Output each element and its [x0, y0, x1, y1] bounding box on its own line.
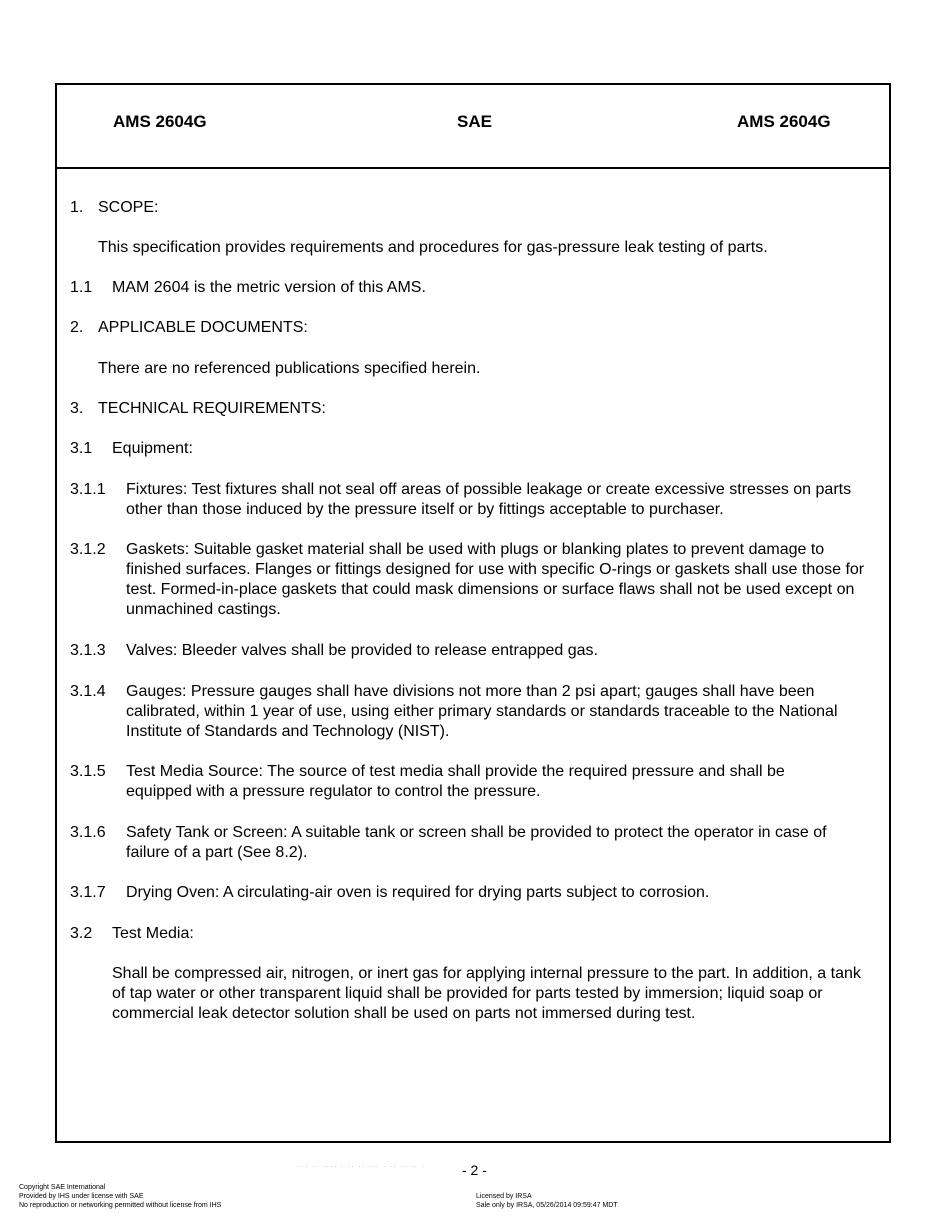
section-title-technical-requirements: TECHNICAL REQUIREMENTS:	[98, 400, 326, 417]
section-title-equipment: Equipment:	[112, 440, 193, 457]
section-body-test-media: Shall be compressed air, nitrogen, or inert gas for applying internal pressure to the part. In addition, a tank of tap water or other transparent liquid shall be provided for parts tested by immersion; liquid soap or commercial leak detector solution shall be used on parts not immersed during test.	[112, 965, 861, 1022]
section-text-valves: Valves: Bleeder valves shall be provided to release entrapped gas.	[126, 642, 598, 659]
section-number: 3.1.1	[70, 481, 106, 498]
section-text-gauges: Gauges: Pressure gauges shall have divisions not more than 2 psi apart; gauges shall have been calibrated, within 1 year of use, using either primary standards or standards traceable to the National Institute of Standards and Technology (NIST).	[126, 683, 838, 740]
section-number: 3.2	[70, 925, 93, 942]
section-body-scope: This specification provides requirements and procedures for gas-pressure leak testing of parts.	[98, 239, 768, 256]
section-text-test-media-source: Test Media Source: The source of test media shall provide the required pressure and shall be equipped with a pressure regulator to control the pressure.	[126, 763, 785, 800]
section-text-gaskets: Gaskets: Suitable gasket material shall be used with plugs or blanking plates to prevent damage to finished surfaces. Flanges or fittings designed for use with specific O-rings or gaskets shall use those for test. Formed-in-place gaskets that could mask dimensions or surface flaws shall not be used except on unmachined castings.	[126, 541, 865, 618]
section-text-fixtures: Fixtures: Test fixtures shall not seal off areas of possible leakage or create excessive stresses on parts other than those induced by the pressure itself or by fittings acceptable to purchaser.	[126, 481, 852, 518]
section-title-test-media: Test Media:	[112, 925, 194, 942]
section-title-applicable-documents: APPLICABLE DOCUMENTS:	[98, 319, 308, 336]
section-number: 1.	[70, 199, 84, 216]
footer-licensed-by: Licensed by IRSA	[476, 1193, 532, 1200]
section-number: 3.1.7	[70, 884, 106, 901]
section-number: 3.1.2	[70, 541, 106, 558]
section-number: 3.1.5	[70, 763, 106, 780]
header-doc-number-left: AMS 2604G	[113, 112, 207, 131]
header-doc-number-right: AMS 2604G	[737, 112, 831, 131]
header-divider	[57, 167, 889, 169]
footer-provided-by: Provided by IHS under license with SAE	[19, 1193, 144, 1200]
section-number: 3.1.6	[70, 824, 106, 841]
footer-copyright: Copyright SAE International	[19, 1184, 106, 1191]
footer-sale-info: Sale only by IRSA, 05/26/2014 09:59:47 MDT	[476, 1202, 618, 1209]
section-number: 3.	[70, 400, 84, 417]
header-publisher: SAE	[457, 112, 492, 131]
section-body-applicable-documents: There are no referenced publications specified herein.	[98, 360, 481, 377]
section-number: 3.1	[70, 440, 93, 457]
section-text-metric-version: MAM 2604 is the metric version of this AMS.	[112, 279, 426, 296]
page-number: - 2 -	[462, 1162, 487, 1178]
section-text-drying-oven: Drying Oven: A circulating-air oven is required for drying parts subject to corrosion.	[126, 884, 710, 901]
section-text-safety-tank: Safety Tank or Screen: A suitable tank or screen shall be provided to protect the operator in case of failure of a part (See 8.2).	[126, 824, 827, 861]
section-number: 3.1.3	[70, 642, 106, 659]
footer-no-reproduction: No reproduction or networking permitted without license from IHS	[19, 1202, 222, 1209]
section-title-scope: SCOPE:	[98, 199, 159, 216]
footer-watermark-dots: ··· ·· ···· · ·· ·· ··· · ·· ·· ·· ·	[298, 1162, 426, 1171]
section-number: 3.1.4	[70, 683, 106, 700]
section-number: 1.1	[70, 279, 93, 296]
section-number: 2.	[70, 319, 84, 336]
